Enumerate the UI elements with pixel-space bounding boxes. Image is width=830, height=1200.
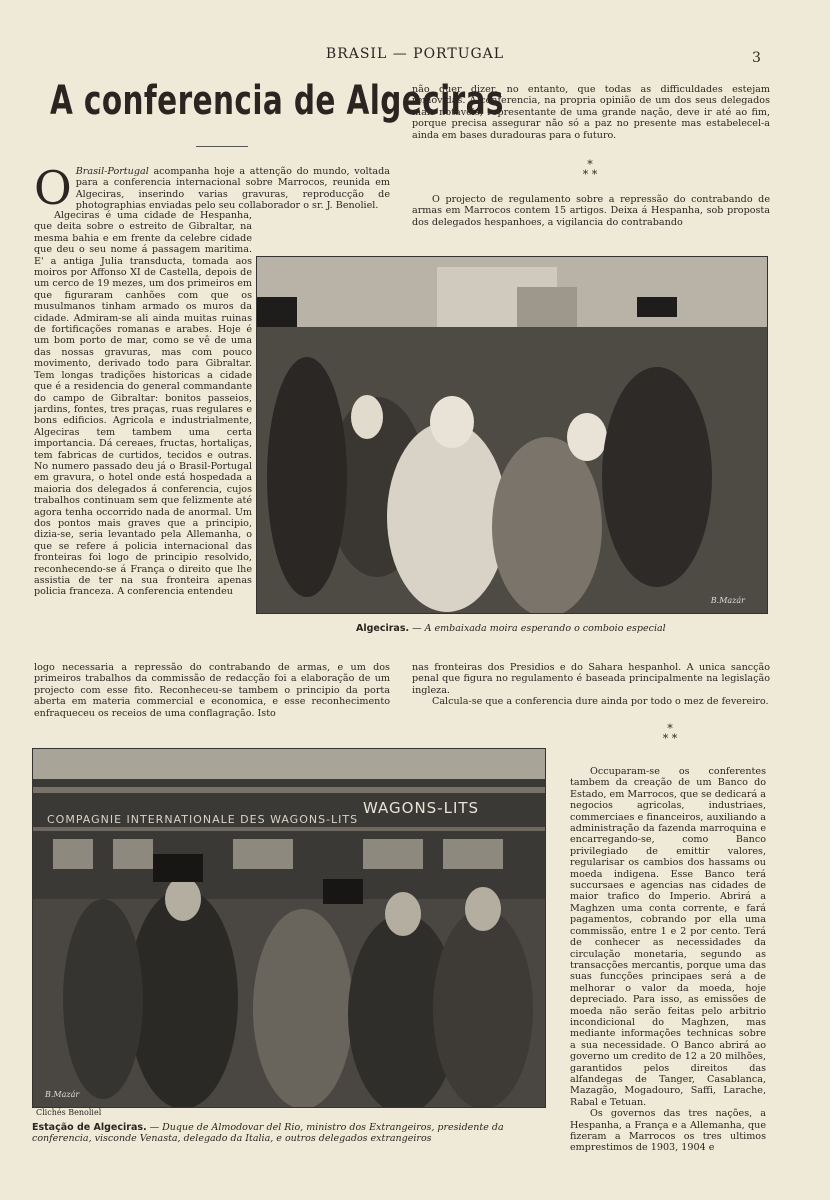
asterism-1: * * * [582, 158, 598, 181]
right-column-regulation [412, 194, 770, 228]
photo-signature-bottom: B.Mazár [45, 1090, 80, 1099]
intro-text: acompanha hoje a attenção do mundo, voltada para a conferencia internacional sobre Marrocos, reunida em Algeciras, inserindo varias gravuras, reproducção de photographias enviadas pelo seu collaborador o sr. J. Benoliel. [75, 166, 390, 212]
intro-paragraph [34, 161, 390, 215]
paragraph-duration: Calcula-se que a conferencia dure ainda por todo o mez de fevereiro. [432, 696, 769, 708]
caption-bottom-photo [32, 1122, 552, 1144]
paragraph-bank: Occuparam-se os conferentes tambem da creação de um Banco do Estado, em Marrocos, que se dedicará a negocios agricolas, industriaes, commerciaes e financeiros, auxiliando a administração da fazenda marroquina e encarregando-se, como Banco privilegiado de emittir valores, regularisar os cambios dos hassams ou moeda indigena. Esse Banco terá succursaes e agencias nas cidades de maior trafico do Imperio. Abrirá a Maghzen uma conta corrente, e fará pagamentos, cobrando por ella uma commissão, entre 1 e 2 por cento. Terá de conhecer as necessidades da circulação monetaria, segundo as transacções mercantis, porque uma das suas funcções principaes será a de melhorar o valor da moeda, hoje depreciado. Para isso, as emissões de moeda não serão feitas pelo arbitrio incondicional do Maghzen, mas mediante informações technicas sobre a sua necessidade. O Banco abrirá ao governo um credito de 12 a 20 milhões, garantidos pelos direitos das alfandegas de Tanger, Casablanca, Mazagão, Mogadouro, Saffi, Larache, Rabal e Tetuan. [570, 766, 766, 1108]
carriage-lettering-top: WAGONS-LITS [363, 799, 480, 817]
asterism-2: * * * [662, 722, 678, 745]
caption-bottom-place: Estação de Algeciras. [32, 1122, 147, 1133]
paragraph-presidios: nas fronteiras dos Presidios e do Sahara hespanhol. A unica sancção penal que figura no regulamento é baseada principalmente na legislação ingleza. [412, 662, 770, 696]
paragraph-algeciras: Algeciras é uma cidade de Hespanha, que deita sobre o estreito de Gibraltar, na mesma bahia e em frente da celebre cidade que deu o seu nome á passagem maritima. E' a antiga Julia transducta, tomada aos moiros por Affonso XI de Castella, depois de um cerco de 19 mezes, um dos primeiros em que figuraram canhões com que os musulmanos tinham armado os muros da cidade. Admiram-se ali ainda muitas ruinas de fortificações romanas e arabes. Hoje é um bom porto de mar, como se vê de uma das nossas gravuras, mas com pouco movimento, derivado todo para Gibraltar. Tem longas tradições historicas a cidade que é a residencia do general commandante do campo de Gibraltar: bonitos passeios, jardins, fontes, tres praças, ruas regulares e bons edificios. Agricola e industrialmente, Algeciras tem tambem uma certa importancia. Dá cereaes, fructas, hortaliças, tem fabricas de curtidos, tecidos e outras. No numero passado deu já o Brasil-Portugal em gravura, o hotel onde está hospedada a maioria dos delegados á conferencia, cujos trabalhos continuam sem que felizmente até agora tenha occorrido nada de anormal. Um dos pontos mais graves que a principio, dizia-se, seria levantado pela Allemanha, o que se refere á policia internacional das fronteiras foi logo de principio resolvido, reconhecendo-se á França o direito que lhe assistia de ter na sua fronteira apenas policia franceza. A conferencia entendeu [34, 210, 252, 598]
caption-top-text: — A embaixada moira esperando o comboio especial [409, 623, 666, 634]
caption-top-photo [356, 623, 666, 634]
left-column-text [34, 210, 252, 665]
paragraph-continuation: logo necessaria a repressão do contrabando de armas, e um dos primeiros trabalhos da commissão de redacção foi a elaboração de um projecto com esse fito. Reconheceu-se tambem o principio da porta aberta em materia commercial e economica, e esse reconhecimento enfraqueceu os receios de uma conflagração. Isto [34, 662, 390, 719]
caption-bottom-text: — Duque de Almodovar del Rio, ministro dos Extrangeiros, presidente da conferencia, visconde Venasta, delegado da Italia, e outros delegados extrangeiros [32, 1122, 504, 1144]
running-head: BRASIL — PORTUGAL [325, 46, 505, 62]
carriage-lettering: COMPAGNIE INTERNATIONALE DES WAGONS-LITS [47, 813, 359, 826]
left-column-continuation [34, 662, 390, 719]
right-column-top [412, 84, 770, 141]
photo-signature: B.Mazár [710, 596, 745, 605]
photo-credit: Clichés Benoliel [36, 1108, 102, 1117]
paragraph-regulation: O projecto de regulamento sobre a repressão do contrabando de armas em Marrocos contem 15 artigos. Deixa á Hespanha, sob proposta dos delegados hespanhoes, a vigilancia do contrabando [412, 194, 770, 228]
article-title: A conferencia de Algeciras [50, 78, 504, 124]
page-number: 3 [752, 50, 761, 66]
paragraph-difficulties: não quer dizer, no entanto, que todas as difficuldades estejam removidas. A conferencia, na propria opinião de um dos seus delegados mais notaveis, representante de uma grande nação, deve ir até ao fim, porque precisa assegurar não só a paz no presente mas estabelecel-a ainda em bases duradouras para o futuro. [412, 84, 770, 141]
paragraph-governments: Os governos das tres nações, a Hespanha, a França e a Allemanha, que fizeram a Marrocos os tres ultimos emprestimos de 1903, 1904 e [570, 1108, 766, 1154]
right-column-mid [412, 662, 770, 708]
caption-top-place: Algeciras. [356, 623, 410, 634]
photo-station [32, 748, 546, 1108]
title-divider [196, 146, 248, 147]
intro-lead: Brasil-Portugal [75, 166, 149, 177]
right-column-bank [570, 766, 766, 1154]
dropcap: O [34, 161, 72, 215]
photo-moorish-embassy [256, 256, 768, 614]
